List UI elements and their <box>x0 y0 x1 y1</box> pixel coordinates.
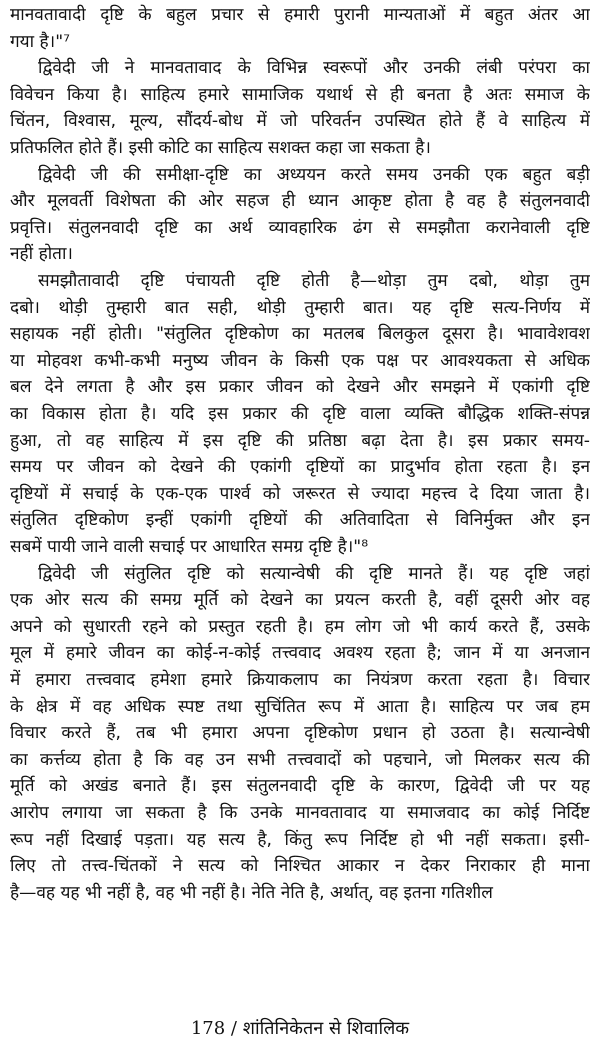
text-line: एक ओर सत्य की समग्र मूर्ति को देखने का प्रयत्न करती है, वहीं दूसरी ओर वह <box>10 590 590 611</box>
text-line: हुआ, तो वह साहित्य में इस दृष्टि की प्रतिष्ठा बढ़ा देता है। इस प्रकार समय- <box>10 430 590 451</box>
text-line: द्विवेदी जी संतुलित दृष्टि को सत्यान्वेषी की दृष्टि मानते हैं। यह दृष्टि जहां <box>38 563 590 584</box>
text-line: प्रवृत्ति। संतुलनवादी दृष्टि का अर्थ व्यावहारिक ढंग से समझौता करानेवाली दृष्टि <box>10 217 590 238</box>
text-line: मूर्ति को अखंड बनाते हैं। इस संतुलनवादी दृष्टि के कारण, द्विवेदी जी पर यह <box>10 776 590 797</box>
text-line: है—वह यह भी नहीं है, वह भी नहीं है। नेति नेति है, अर्थात्, वह इतना गतिशील <box>10 882 493 903</box>
text-line: विवेचन किया है। साहित्य हमारे सामाजिक यथार्थ से ही बनता है अतः समाज के <box>10 84 590 105</box>
text-line: समय पर जीवन को देखने की एकांगी दृष्टियों का प्रादुर्भाव होता रहता है। इन <box>10 457 590 478</box>
text-line: और मूलवर्ती विशेषता की ओर सहज ही ध्यान आकृष्ट होता है वह है संतुलनवादी <box>10 191 590 212</box>
text-line: अपने को सुधारती रहने को प्रस्तुत रहती है। हम लोग जो भी कार्य करते हैं, उसके <box>10 616 590 637</box>
text-line: दबो। थोड़ी तुम्हारी बात सही, थोड़ी तुम्हारी बात। यह दृष्टि सत्य-निर्णय में <box>10 297 590 318</box>
text-line: का कर्त्तव्य होता है कि वह उन सभी तत्त्ववादों को पहचाने, जो मिलकर सत्य की <box>10 749 590 770</box>
text-line: द्विवेदी जी की समीक्षा-दृष्टि का अध्ययन करते समय उनकी एक बहुत बड़ी <box>38 164 590 185</box>
text-line: चिंतन, विश्वास, मूल्य, सौंदर्य-बोध में जो परिवर्तन उपस्थित होते हैं वे साहित्य में <box>10 111 590 132</box>
text-line: के क्षेत्र में वह अधिक स्पष्ट तथा सुचिंतित रूप में आता है। साहित्य पर जब हम <box>10 696 590 717</box>
text-line: मूल में हमारे जीवन का कोई-न-कोई तत्त्ववाद अवश्य रहता है; जान में या अनजान <box>10 643 590 664</box>
text-line: द्विवेदी जी ने मानवतावाद के विभिन्न स्वरूपों और उनकी लंबी परंपरा का <box>38 58 590 79</box>
text-line: बल देने लगता है और इस प्रकार जीवन को देखने और समझने में एकांगी दृष्टि <box>10 377 590 398</box>
text-line: गया है।"⁷ <box>10 31 70 52</box>
text-line: रूप नहीं दिखाई पड़ता। यह सत्य है, किंतु रूप निर्दिष्ट हो भी नहीं सकता। इसी- <box>10 829 590 850</box>
text-line: दृष्टियों में सचाई के एक-एक पार्श्व को जरूरत से ज्यादा महत्त्व दे दिया जाता है। <box>10 483 590 504</box>
text-line: विचार करते हैं, तब भी हमारा अपना दृष्टिकोण प्रधान हो उठता है। सत्यान्वेषी <box>10 723 590 744</box>
text-line: लिए तो तत्त्व-चिंतकों ने सत्य को निश्चित आकार न देकर निराकार ही माना <box>10 856 590 877</box>
text-line: या मोहवश कभी-कभी मनुष्य जीवन के किसी एक पक्ष पर आवश्यकता से अधिक <box>10 350 590 371</box>
text-line: सहायक नहीं होती। "संतुलित दृष्टिकोण का मतलब बिलकुल दूसरा है। भावावेशवश <box>10 324 590 345</box>
text-line: संतुलित दृष्टिकोण इन्हीं एकांगी दृष्टियों की अतिवादिता से विनिर्मुक्त और इन <box>10 510 590 531</box>
text-line: समझौतावादी दृष्टि पंचायती दृष्टि होती है—थोड़ा तुम दबो, थोड़ा तुम <box>38 271 590 291</box>
text-line: नहीं होता। <box>10 244 73 265</box>
text-line: प्रतिफलित होते हैं। इसी कोटि का साहित्य सशक्त कहा जा सकता है। <box>10 138 431 158</box>
text-line: आरोप लगाया जा सकता है कि उनके मानवतावाद या समाजवाद का कोई निर्दिष्ट <box>10 803 590 823</box>
text-line: मानवतावादी दृष्टि के बहुल प्रचार से हमारी पुरानी मान्यताओं में बहुत अंतर आ <box>10 5 590 25</box>
text-line: सबमें पायी जाने वाली सचाई पर आधारित समग्र दृष्टि है।"⁸ <box>10 537 369 557</box>
text-line: में हमारा तत्त्ववाद हमेशा हमारे क्रियाकलाप का नियंत्रण करता रहता है। विचार <box>10 670 590 690</box>
page-footer: 178 / शांतिनिकेतन से शिवालिक <box>190 1018 410 1039</box>
text-line: का विकास होता है। यदि इस प्रकार की दृष्टि वाला व्यक्ति बौद्धिक शक्ति-संपन्न <box>10 404 590 424</box>
